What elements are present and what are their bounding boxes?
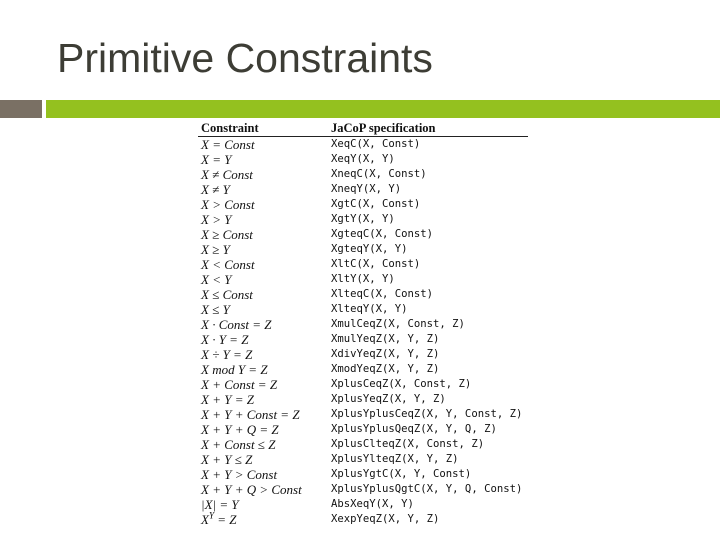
table-row [198,482,528,497]
constraint-cell: X ≤ Y [201,302,230,317]
constraint-cell: X ≠ Y [201,182,230,197]
jacop-spec-cell: XneqC(X, Const) [331,168,427,180]
jacop-spec-cell: XlteqC(X, Const) [331,288,434,300]
jacop-spec-cell: XplusYplusQgtC(X, Y, Q, Const) [331,483,523,495]
jacop-spec-cell: XmulYeqZ(X, Y, Z) [331,333,440,345]
constraint-cell: X + Y ≤ Z [201,452,253,467]
constraint-rest: = Z [213,512,237,527]
jacop-spec-cell: XplusCeqZ(X, Const, Z) [331,378,472,390]
jacop-spec-cell: XexpYeqZ(X, Y, Z) [331,513,440,525]
jacop-spec-cell: XltY(X, Y) [331,273,395,285]
jacop-spec-cell: XdivYeqZ(X, Y, Z) [331,348,440,360]
table-row [198,362,528,377]
constraint-cell: X mod Y = Z [201,362,268,377]
table-row [198,452,528,467]
table-row [198,152,528,167]
table-header-row [198,121,528,137]
accent-bar [46,100,720,118]
jacop-spec-cell: XgteqC(X, Const) [331,228,434,240]
jacop-spec-cell: XplusYlteqZ(X, Y, Z) [331,453,459,465]
constraint-cell: X + Const = Z [201,377,278,392]
jacop-spec-cell: XeqC(X, Const) [331,138,421,150]
table-row [198,167,528,182]
jacop-spec-cell: XplusYplusCeqZ(X, Y, Const, Z) [331,408,523,420]
jacop-spec-cell: XmulCeqZ(X, Const, Z) [331,318,465,330]
table-row [198,422,528,437]
constraint-cell: X = Const [201,137,255,152]
table-row [198,497,528,512]
jacop-spec-cell: XplusYgtC(X, Y, Const) [331,468,472,480]
table-row [198,212,528,227]
jacop-spec-cell: XmodYeqZ(X, Y, Z) [331,363,440,375]
constraint-cell: X + Y + Q > Const [201,482,302,497]
table-row [198,347,528,362]
constraint-base: X [201,512,209,527]
table-row [198,287,528,302]
constraint-exponent: Y [208,510,214,521]
constraint-cell: X + Y = Z [201,392,254,407]
table-row [198,182,528,197]
jacop-spec-cell: XneqY(X, Y) [331,183,402,195]
table-row [198,377,528,392]
constraint-cell: X < Const [201,257,255,272]
table-row [198,272,528,287]
table-row [198,467,528,482]
table-row [198,437,528,452]
table-row [198,392,528,407]
constraint-cell: |X| = Y [201,497,239,512]
table-row [198,137,528,153]
constraint-cell: X ≠ Const [201,167,253,182]
constraint-cell: X + Y > Const [201,467,278,482]
slide-title: Primitive Constraints [57,35,433,81]
table-row [198,197,528,212]
constraint-cell: X > Const [201,197,255,212]
jacop-spec-cell: XplusYplusQeqZ(X, Y, Q, Z) [331,423,497,435]
jacop-spec-cell: XgtC(X, Const) [331,198,421,210]
constraint-cell: X = Y [201,152,232,167]
jacop-spec-cell: XplusClteqZ(X, Const, Z) [331,438,485,450]
accent-block [0,100,42,118]
constraint-cell: X ≥ Const [201,227,253,242]
jacop-spec-cell: XgteqY(X, Y) [331,243,408,255]
constraint-cell: X + Const ≤ Z [201,437,276,452]
constraint-cell: X · Y = Z [201,332,249,347]
table-body [198,137,528,528]
column-header-constraint: Constraint [198,121,331,137]
constraint-cell [198,512,331,527]
constraint-cell: X + Y + Const = Z [201,407,300,422]
jacop-spec-cell: XltC(X, Const) [331,258,421,270]
constraint-cell: X ≤ Const [201,287,253,302]
column-header-jacop-specification: JaCoP specification [331,121,528,137]
jacop-spec-cell: XlteqY(X, Y) [331,303,408,315]
constraints-table [198,121,528,527]
jacop-spec-cell: XplusYeqZ(X, Y, Z) [331,393,446,405]
constraint-cell: X ÷ Y = Z [201,347,253,362]
table-row [198,257,528,272]
table-row [198,512,528,527]
constraint-cell: X ≥ Y [201,242,230,257]
constraint-cell: X + Y + Q = Z [201,422,279,437]
jacop-spec-cell: XeqY(X, Y) [331,153,395,165]
jacop-spec-cell: AbsXeqY(X, Y) [331,498,414,510]
jacop-spec-cell: XgtY(X, Y) [331,213,395,225]
table-row [198,302,528,317]
table-row [198,242,528,257]
table-row [198,407,528,422]
table-row [198,332,528,347]
constraint-cell: X · Const = Z [201,317,272,332]
constraint-cell: X > Y [201,212,232,227]
constraint-cell: X < Y [201,272,232,287]
table-row [198,227,528,242]
table-row [198,317,528,332]
constraints-table-container [198,121,528,527]
